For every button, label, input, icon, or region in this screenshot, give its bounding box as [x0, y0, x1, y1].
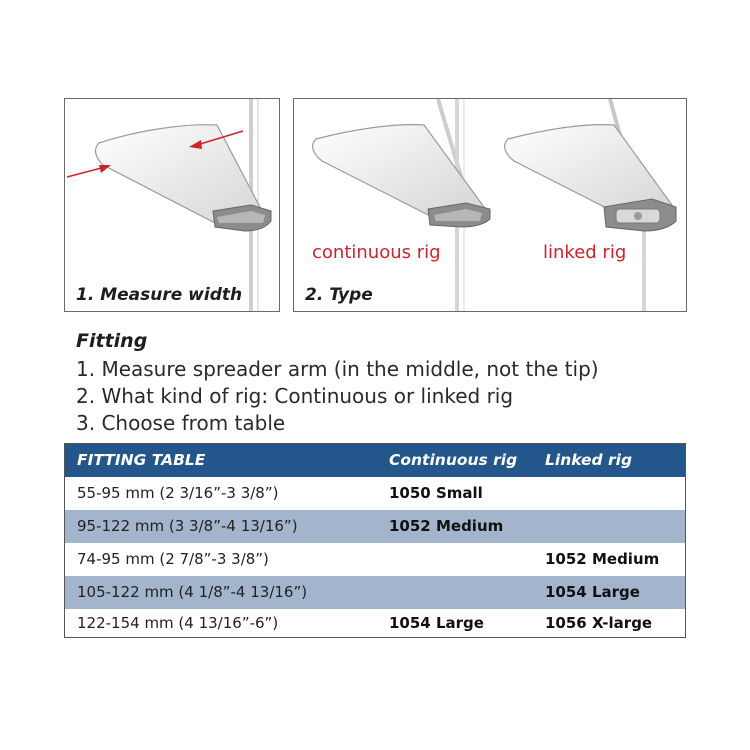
spreader-measure-illustration — [65, 99, 279, 311]
size-cell: 105-122 mm (4 1/8”-4 13/16”) — [77, 583, 308, 601]
continuous-rig-label: continuous rig — [312, 242, 441, 263]
header-linked-rig: Linked rig — [545, 451, 633, 469]
linked-rig-label: linked rig — [543, 242, 627, 263]
fitting-table — [64, 443, 686, 638]
fitting-step-3: 3. Choose from table — [76, 411, 286, 435]
type-caption: 2. Type — [305, 285, 373, 305]
table-row — [65, 510, 685, 543]
header-continuous-rig: Continuous rig — [389, 451, 518, 469]
continuous-cell: 1054 Large — [389, 614, 484, 632]
continuous-cell: 1050 Small — [389, 484, 483, 502]
fitting-step-2: 2. What kind of rig: Continuous or linked rig — [76, 384, 514, 408]
table-header-row — [65, 444, 685, 477]
linked-cell: 1054 Large — [545, 583, 640, 601]
linked-cell: 1052 Medium — [545, 550, 660, 568]
table-row — [65, 609, 685, 637]
size-cell: 74-95 mm (2 7/8”-3 3/8”) — [77, 550, 269, 568]
measure-width-panel — [64, 98, 280, 312]
fitting-title: Fitting — [76, 330, 148, 352]
linked-cell: 1056 X-large — [545, 614, 653, 632]
size-cell: 122-154 mm (4 13/16”-6”) — [77, 614, 279, 632]
fitting-instructions — [76, 330, 599, 437]
table-row — [65, 576, 685, 609]
continuous-cell: 1052 Medium — [389, 517, 504, 535]
table-row — [65, 543, 685, 576]
size-cell: 55-95 mm (2 3/16”-3 3/8”) — [77, 484, 279, 502]
rig-type-illustration — [294, 99, 686, 311]
rig-type-panel — [293, 98, 687, 312]
table-row — [65, 477, 685, 510]
fitting-step-1: 1. Measure spreader arm (in the middle, not the tip) — [76, 357, 599, 381]
measure-width-caption: 1. Measure width — [76, 285, 243, 305]
header-fitting-table: FITTING TABLE — [77, 451, 206, 469]
size-cell: 95-122 mm (3 3/8”-4 13/16”) — [77, 517, 298, 535]
